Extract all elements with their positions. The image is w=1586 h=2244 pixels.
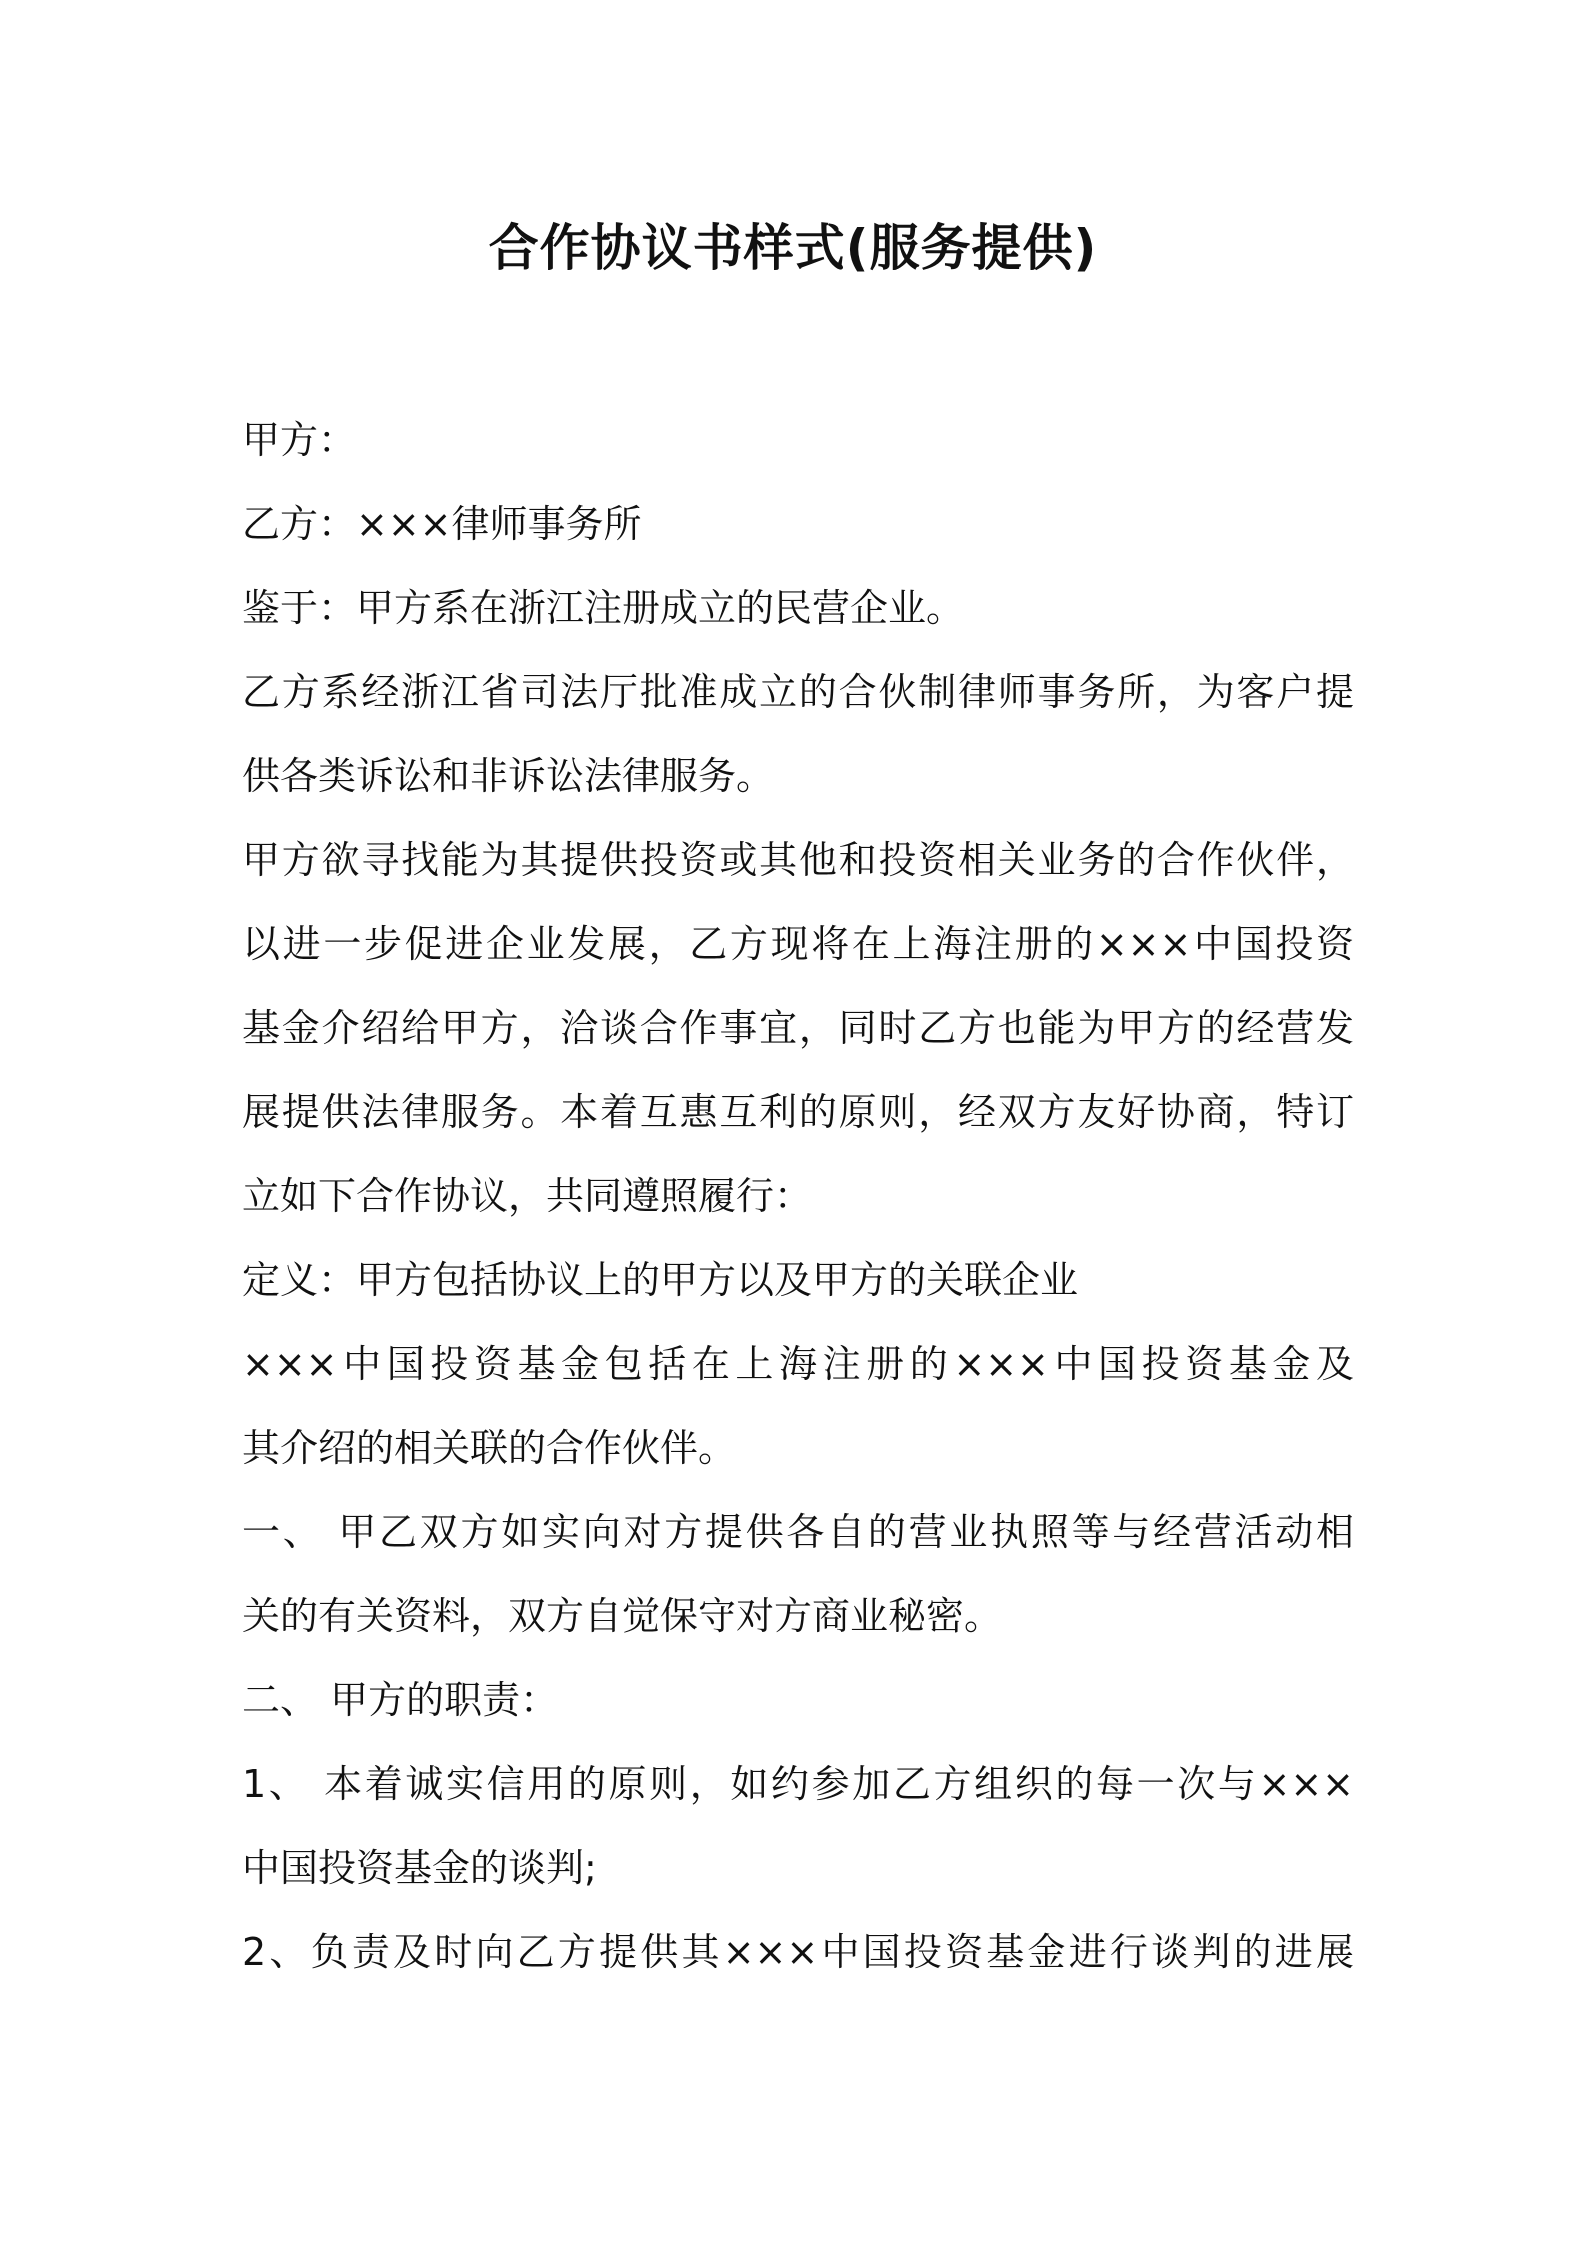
clause-item-line: 中国投资基金的谈判;	[242, 1846, 597, 1890]
clause-line: 关的有关资料，双方自觉保守对方商业秘密。	[242, 1594, 1003, 1638]
clause-heading: 二、 甲方的职责：	[242, 1678, 559, 1722]
clause-item-line: 2、负责及时向乙方提供其×××中国投资基金进行谈判的进展	[242, 1930, 1354, 1974]
clause-line: 一、 甲乙双方如实向对方提供各自的营业执照等与经营活动相	[242, 1510, 1354, 1554]
document-body	[242, 398, 1354, 1994]
paragraph-line: 基金介绍给甲方，洽谈合作事宜，同时乙方也能为甲方的经营发	[242, 1006, 1354, 1050]
paragraph-line: 供各类诉讼和非诉讼法律服务。	[242, 754, 775, 798]
party-a-line: 甲方：	[242, 418, 357, 462]
definition-line: 其介绍的相关联的合作伙伴。	[242, 1426, 737, 1470]
paragraph-line: 甲方欲寻找能为其提供投资或其他和投资相关业务的合作伙伴，	[242, 838, 1354, 882]
clause-item-line: 1、 本着诚实信用的原则，如约参加乙方组织的每一次与×××	[242, 1762, 1354, 1806]
paragraph-line: 展提供法律服务。本着互惠互利的原则，经双方友好协商，特订	[242, 1090, 1354, 1134]
whereas-line: 鉴于：甲方系在浙江注册成立的民营企业。	[242, 586, 965, 630]
paragraph-line: 乙方系经浙江省司法厅批准成立的合伙制律师事务所，为客户提	[242, 670, 1354, 714]
paragraph-line: 立如下合作协议，共同遵照履行：	[242, 1174, 813, 1218]
definition-line: ×××中国投资基金包括在上海注册的×××中国投资基金及	[242, 1342, 1354, 1386]
definition-line: 定义：甲方包括协议上的甲方以及甲方的关联企业	[242, 1258, 1079, 1302]
document-title: 合作协议书样式(服务提供)	[488, 219, 1098, 277]
paragraph-line: 以进一步促进企业发展，乙方现将在上海注册的×××中国投资	[242, 922, 1354, 966]
party-b-line: 乙方：×××律师事务所	[242, 502, 642, 546]
